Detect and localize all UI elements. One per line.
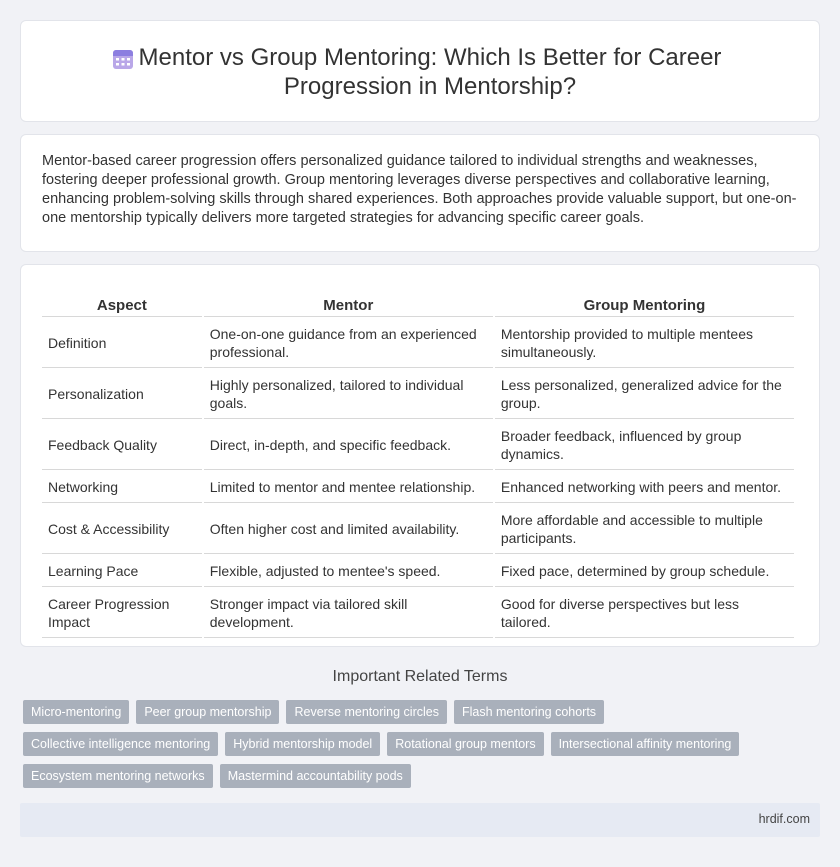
related-term-tag[interactable]: Peer group mentorship bbox=[136, 700, 279, 724]
related-terms-list bbox=[23, 700, 803, 788]
footer-bar bbox=[20, 803, 820, 837]
table-cell: Enhanced networking with peers and mentor. bbox=[495, 472, 794, 503]
table-cell: Highly personalized, tailored to individual goals. bbox=[204, 370, 493, 419]
related-term-tag[interactable]: Intersectional affinity mentoring bbox=[551, 732, 740, 756]
intro-paragraph: Mentor-based career progression offers personalized guidance tailored to individual strengths and weaknesses, fostering deeper professional growth. Group mentoring leverages diverse perspectives and collaborative learning, enhancing problem-solving skills through shared experiences. Both approaches provide valuable support, but one-on-one mentorship typically delivers more targeted strategies for advancing specific career goals. bbox=[42, 153, 797, 226]
table-cell: Personalization bbox=[42, 370, 202, 419]
table-cell: Direct, in-depth, and specific feedback. bbox=[204, 421, 493, 470]
table-cell: Networking bbox=[42, 472, 202, 503]
column-header-group-mentoring: Group Mentoring bbox=[495, 295, 794, 317]
table-cell: Limited to mentor and mentee relationship. bbox=[204, 472, 493, 503]
table-cell: Learning Pace bbox=[42, 556, 202, 587]
title-card bbox=[20, 20, 820, 122]
table-cell: One-on-one guidance from an experienced professional. bbox=[204, 319, 493, 368]
table-row bbox=[42, 370, 794, 419]
intro-card bbox=[20, 134, 820, 252]
related-term-tag[interactable]: Flash mentoring cohorts bbox=[454, 700, 604, 724]
table-cell: Broader feedback, influenced by group dynamics. bbox=[495, 421, 794, 470]
table-cell: Feedback Quality bbox=[42, 421, 202, 470]
related-term-tag[interactable]: Mastermind accountability pods bbox=[220, 764, 411, 788]
related-term-tag[interactable]: Hybrid mentorship model bbox=[225, 732, 380, 756]
table-cell: Stronger impact via tailored skill development. bbox=[204, 589, 493, 638]
table-cell: Mentorship provided to multiple mentees simultaneously. bbox=[495, 319, 794, 368]
table-row bbox=[42, 505, 794, 554]
table-cell: Often higher cost and limited availability. bbox=[204, 505, 493, 554]
related-term-tag[interactable]: Rotational group mentors bbox=[387, 732, 543, 756]
table-header-row bbox=[42, 295, 794, 317]
table-row bbox=[42, 421, 794, 470]
table-cell: Good for diverse perspectives but less tailored. bbox=[495, 589, 794, 638]
table-cell: Cost & Accessibility bbox=[42, 505, 202, 554]
table-cell: Fixed pace, determined by group schedule. bbox=[495, 556, 794, 587]
table-cell: Flexible, adjusted to mentee's speed. bbox=[204, 556, 493, 587]
comparison-table-card bbox=[20, 264, 820, 647]
comparison-table bbox=[40, 293, 796, 640]
table-row bbox=[42, 556, 794, 587]
table-cell: More affordable and accessible to multiple participants. bbox=[495, 505, 794, 554]
column-header-mentor: Mentor bbox=[204, 295, 493, 317]
table-cell: Career Progression Impact bbox=[42, 589, 202, 638]
table-row bbox=[42, 589, 794, 638]
related-term-tag[interactable]: Micro-mentoring bbox=[23, 700, 129, 724]
footer-site-link[interactable]: hrdif.com bbox=[758, 812, 810, 826]
related-terms-heading: Important Related Terms bbox=[332, 668, 508, 685]
related-term-tag[interactable]: Reverse mentoring circles bbox=[286, 700, 447, 724]
related-term-tag[interactable]: Collective intelligence mentoring bbox=[23, 732, 218, 756]
table-cell: Less personalized, generalized advice for the group. bbox=[495, 370, 794, 419]
table-cell: Definition bbox=[42, 319, 202, 368]
table-row bbox=[42, 472, 794, 503]
page-title: Mentor vs Group Mentoring: Which Is Better for Career Progression in Mentorship? bbox=[138, 44, 722, 100]
table-row bbox=[42, 319, 794, 368]
related-term-tag[interactable]: Ecosystem mentoring networks bbox=[23, 764, 213, 788]
column-header-aspect: Aspect bbox=[42, 295, 202, 317]
